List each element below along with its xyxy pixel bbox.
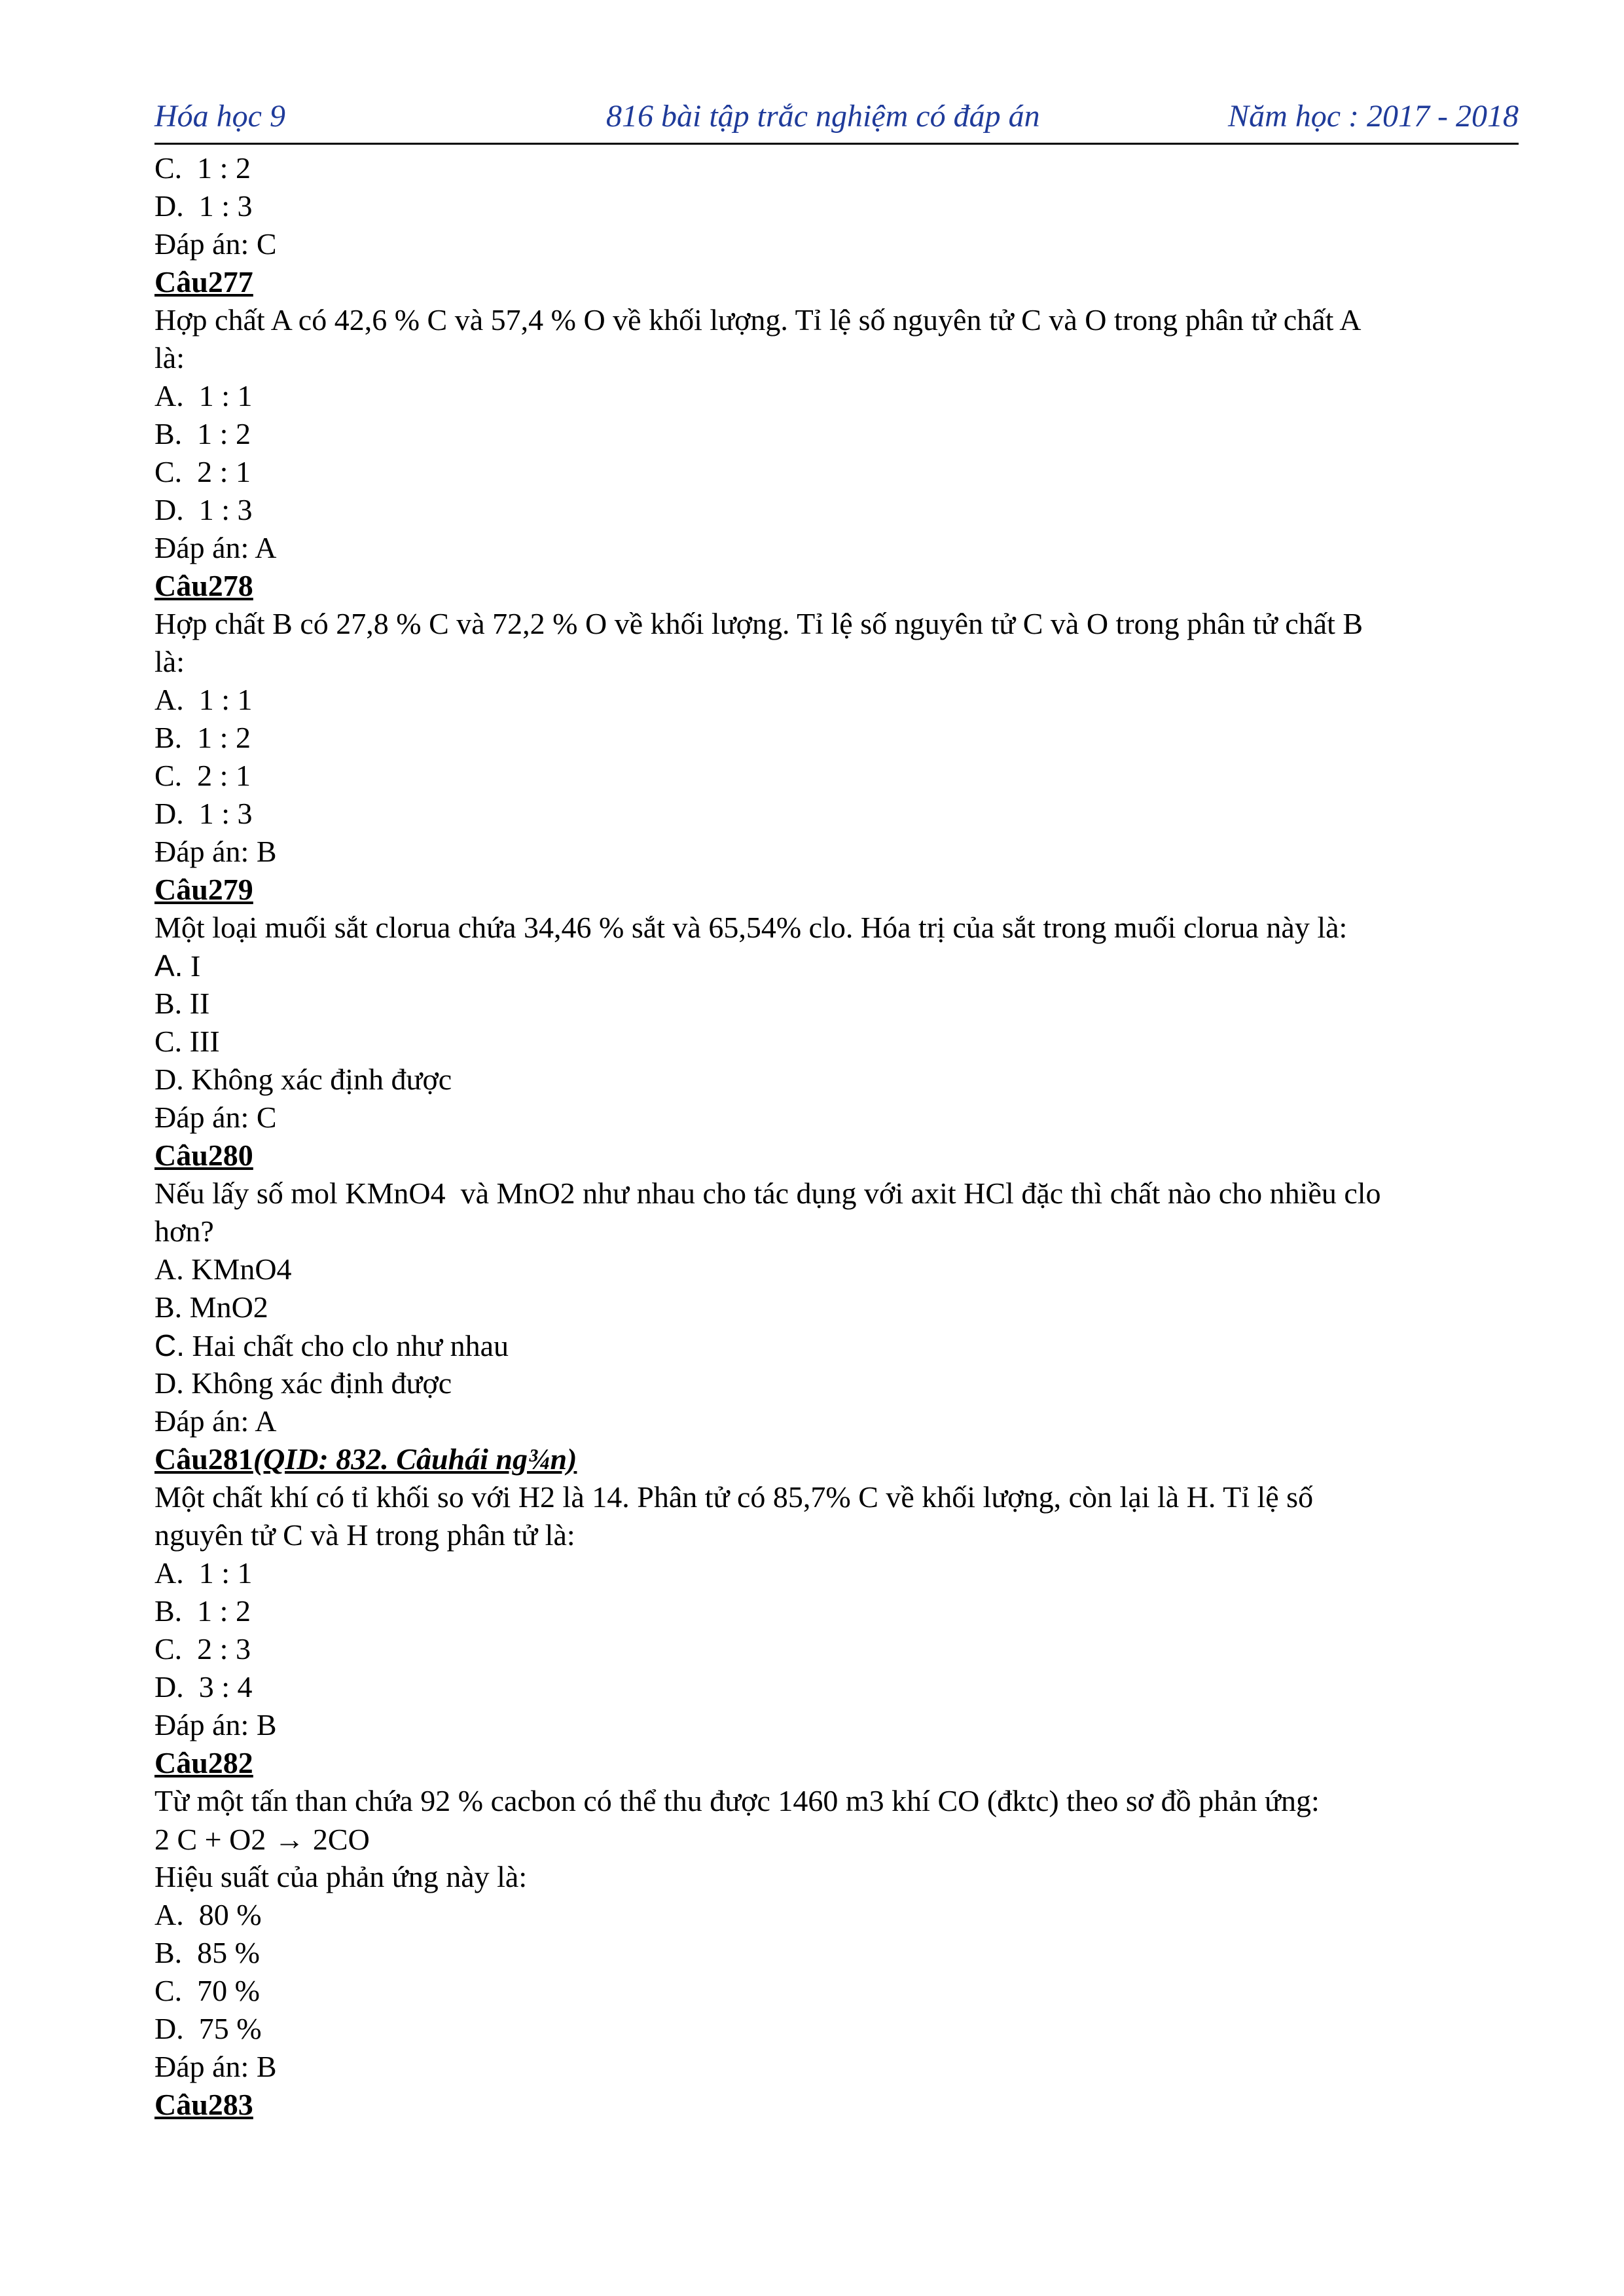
question-title-281 (154, 1440, 1519, 1478)
answer-line: Đáp án: C (154, 1101, 277, 1134)
header-subject: Hóa học 9 (154, 99, 285, 134)
option-line: B. 1 : 2 (154, 721, 251, 754)
option-line: A. 1 : 1 (154, 379, 253, 412)
option-line: D. Không xác định được (154, 1063, 452, 1096)
option-line (154, 947, 1519, 985)
option-line: B. 85 % (154, 1936, 260, 1969)
option-line: D. 1 : 3 (154, 493, 253, 526)
question-title-278: Câu278 (154, 569, 253, 602)
answer-line: Đáp án: C (154, 227, 277, 261)
product: 2CO (312, 1823, 370, 1856)
option-line: C. 1 : 2 (154, 151, 251, 185)
header-title: 816 bài tập trắc nghiệm có đáp án (606, 99, 1040, 134)
option-letter: C. (154, 1328, 185, 1362)
question-title-280: Câu280 (154, 1139, 253, 1172)
document-body (154, 149, 1519, 2124)
question-title-283: Câu283 (154, 2088, 253, 2121)
page-header (154, 90, 1519, 145)
option-line: D. 1 : 3 (154, 797, 253, 830)
question-text: nguyên tử C và H trong phân tử là: (154, 1518, 575, 1552)
question-text: hơn? (154, 1214, 214, 1248)
question-label: Câu281 (154, 1442, 253, 1476)
option-line: B. 1 : 2 (154, 1594, 251, 1628)
option-line: D. 1 : 3 (154, 189, 253, 223)
reactants: 2 C + O2 (154, 1823, 266, 1856)
answer-line: Đáp án: A (154, 1404, 277, 1438)
question-text: Từ một tấn than chứa 92 % cacbon có thể thu được 1460 m3 khí CO (đktc) theo sơ đồ phản ứng: (154, 1784, 1320, 1817)
question-title-279: Câu279 (154, 873, 253, 906)
question-text: Hiệu suất của phản ứng này là: (154, 1860, 528, 1893)
option-letter: A. (154, 949, 183, 983)
answer-line: Đáp án: B (154, 2050, 277, 2083)
option-line: C. III (154, 1025, 220, 1058)
question-text: là: (154, 645, 185, 678)
option-line: A. 80 % (154, 1898, 262, 1931)
question-text: Hợp chất B có 27,8 % C và 72,2 % O về khối lượng. Tỉ lệ số nguyên tử C và O trong phân tử chất B (154, 607, 1363, 640)
option-line: D. 3 : 4 (154, 1670, 253, 1704)
question-text: Hợp chất A có 42,6 % C và 57,4 % O về khối lượng. Tỉ lệ số nguyên tử C và O trong phân tử chất A (154, 303, 1362, 337)
option-line: C. 2 : 1 (154, 455, 251, 488)
option-line: D. Không xác định được (154, 1366, 452, 1400)
option-line: C. 2 : 1 (154, 759, 251, 792)
question-title-282: Câu282 (154, 1746, 253, 1779)
option-line: C. 2 : 3 (154, 1632, 251, 1666)
answer-line: Đáp án: B (154, 835, 277, 868)
option-line: B. 1 : 2 (154, 417, 251, 450)
header-school-year: Năm học : 2017 - 2018 (1228, 99, 1519, 134)
option-line: A. 1 : 1 (154, 1556, 253, 1590)
option-line (154, 1326, 1519, 1364)
option-line: B. II (154, 987, 210, 1020)
option-text: Hai chất cho clo như nhau (185, 1329, 509, 1362)
question-title-277: Câu277 (154, 265, 253, 299)
option-line: C. 70 % (154, 1974, 260, 2007)
option-text: I (183, 949, 201, 983)
question-note: (QID: 832. Câuhái ng¾n) (253, 1442, 577, 1476)
answer-line: Đáp án: A (154, 531, 277, 564)
reaction-equation (154, 1820, 1519, 1858)
option-line: B. MnO2 (154, 1290, 268, 1324)
option-line: A. KMnO4 (154, 1252, 292, 1286)
option-line: A. 1 : 1 (154, 683, 253, 716)
arrow-icon: → (266, 1822, 313, 1856)
question-text: Nếu lấy số mol KMnO4 và MnO2 như nhau cho tác dụng với axit HCl đặc thì chất nào cho nhiều clo (154, 1176, 1381, 1210)
question-text: Một loại muối sắt clorua chứa 34,46 % sắt và 65,54% clo. Hóa trị của sắt trong muối clorua này là: (154, 911, 1348, 944)
question-text: là: (154, 341, 185, 374)
answer-line: Đáp án: B (154, 1708, 277, 1741)
question-text: Một chất khí có tỉ khối so với H2 là 14. Phân tử có 85,7% C về khối lượng, còn lại là H. Tỉ lệ số (154, 1480, 1314, 1514)
option-line: D. 75 % (154, 2012, 262, 2045)
